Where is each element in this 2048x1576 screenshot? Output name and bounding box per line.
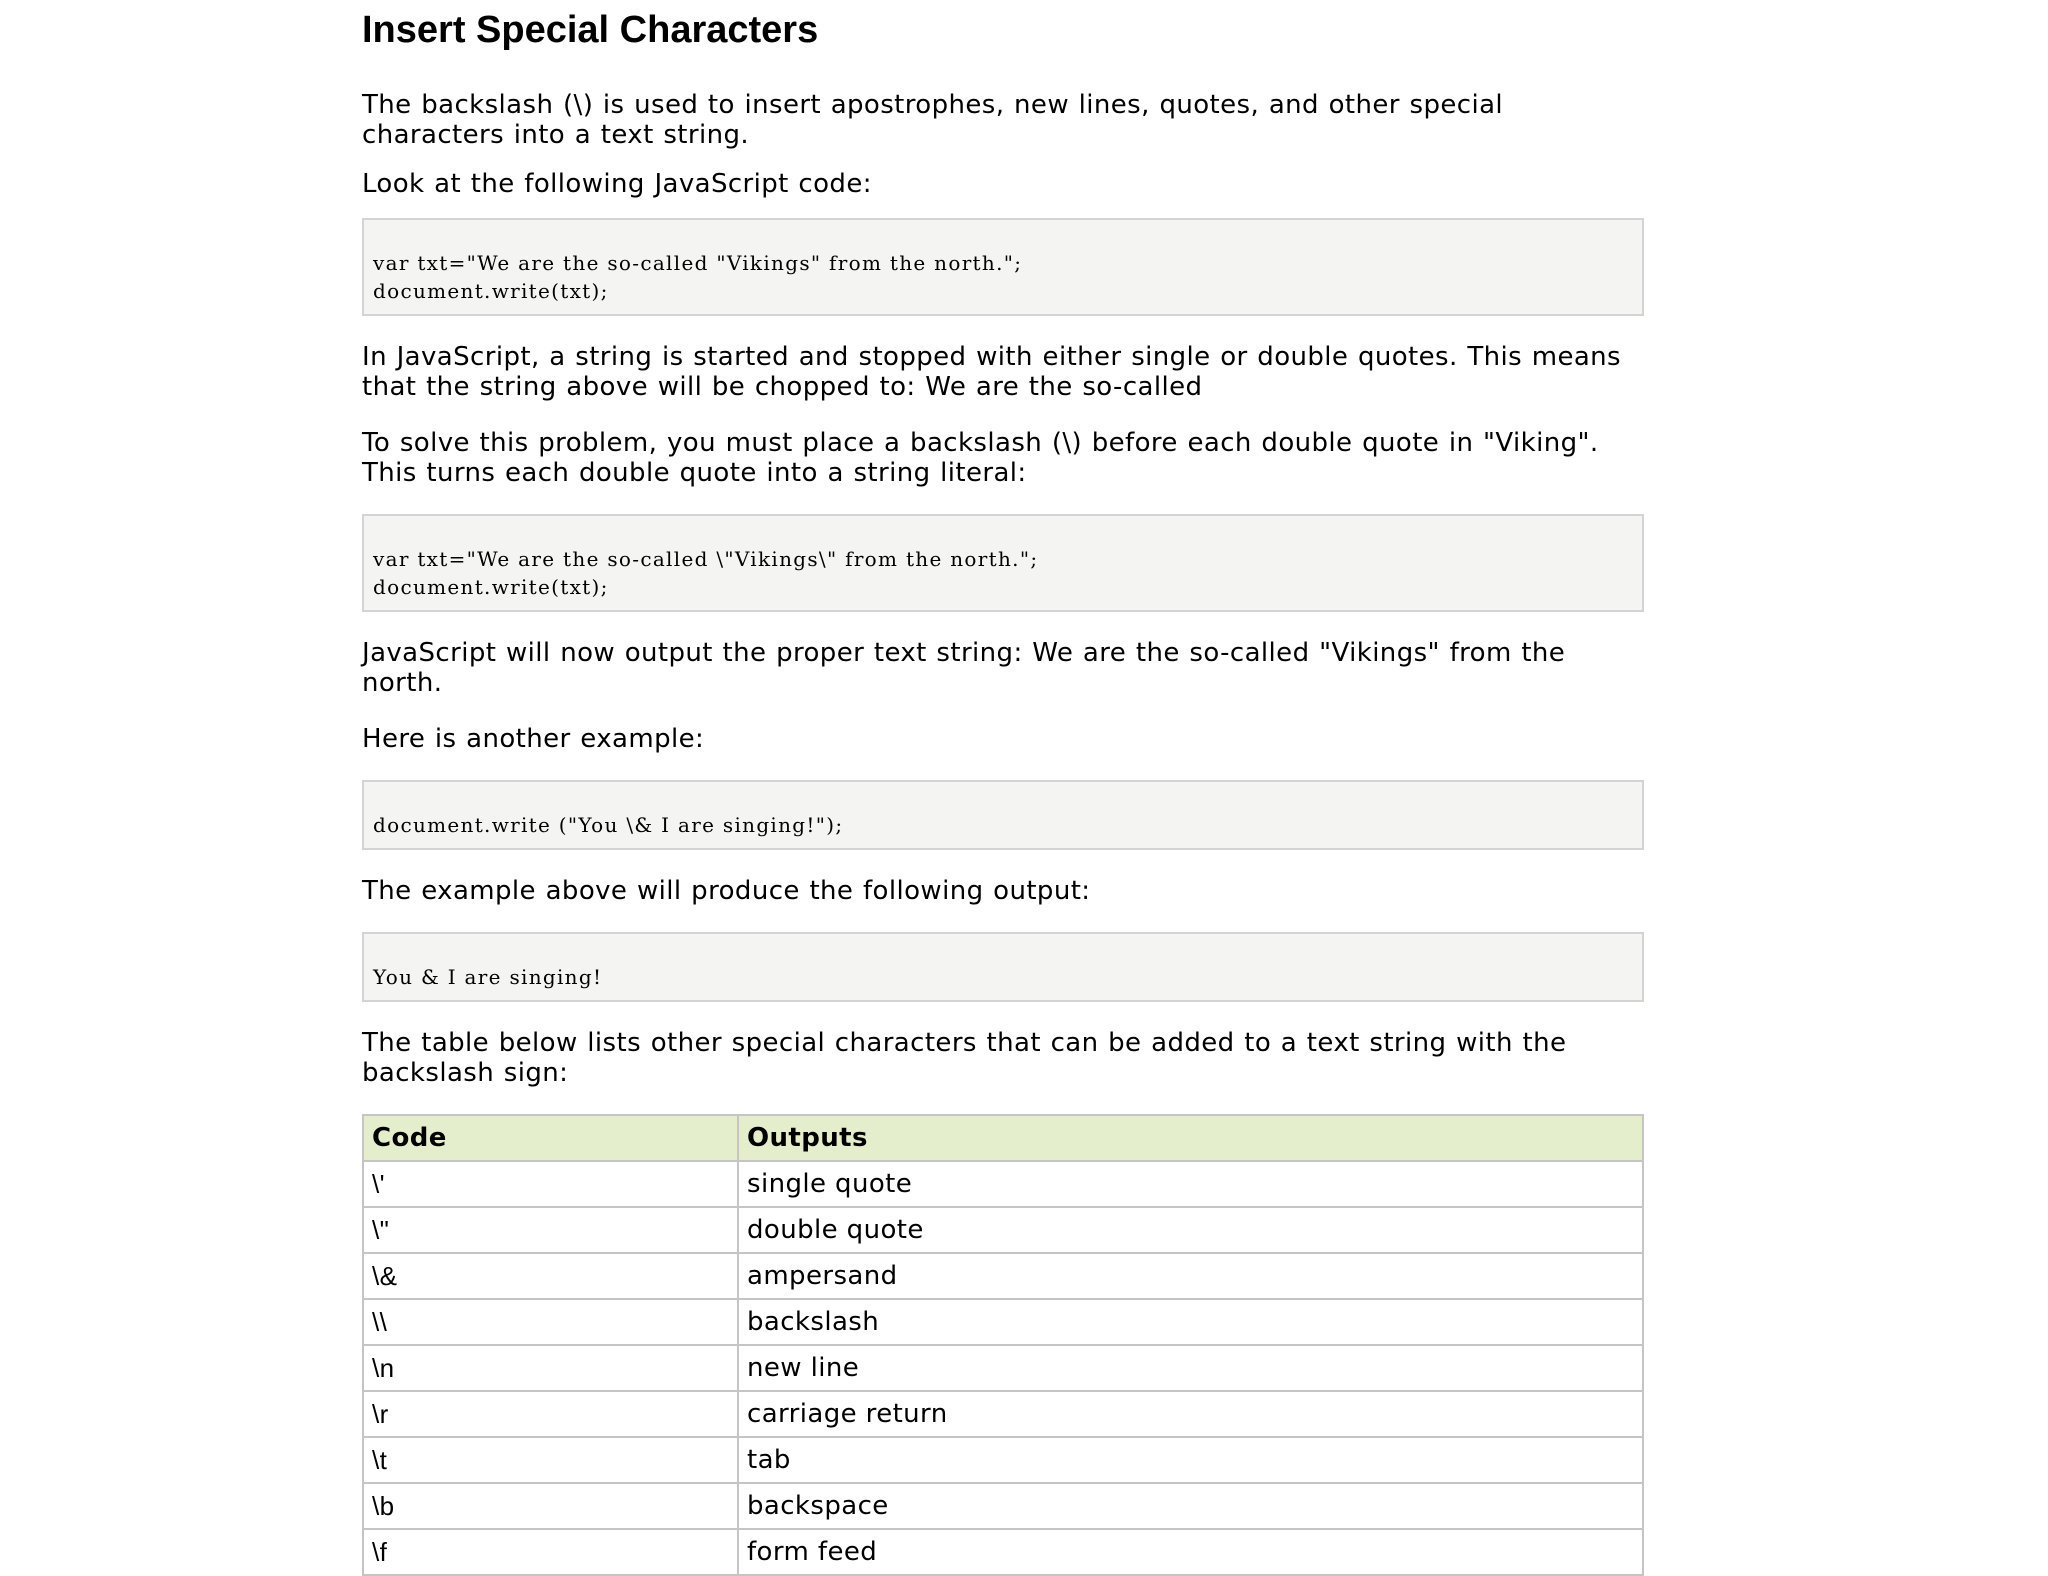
page-title: Insert Special Characters bbox=[362, 9, 819, 51]
code-cell: \\ bbox=[363, 1299, 738, 1345]
code-cell: \t bbox=[363, 1437, 738, 1483]
table-row bbox=[363, 1345, 1643, 1391]
output-cell: double quote bbox=[738, 1207, 1643, 1253]
intro-paragraph: The backslash (\) is used to insert apostrophes, new lines, quotes, and other special characters into a text string. bbox=[362, 90, 1504, 150]
table-row bbox=[363, 1437, 1643, 1483]
output-paragraph: JavaScript will now output the proper text string: We are the so-called "Vikings" from the north. bbox=[362, 638, 1566, 698]
code-cell: \& bbox=[363, 1253, 738, 1299]
code-example-1[interactable] bbox=[362, 218, 1644, 316]
explain-paragraph: In JavaScript, a string is started and stopped with either single or double quotes. This means that the string above will be chopped to: We are the so-called bbox=[362, 342, 1621, 402]
solve-paragraph: To solve this problem, you must place a backslash (\) before each double quote in "Viking". This turns each double quote into a string literal: bbox=[362, 428, 1599, 488]
output-cell: single quote bbox=[738, 1161, 1643, 1207]
code-cell: \r bbox=[363, 1391, 738, 1437]
output-example[interactable] bbox=[362, 932, 1644, 1002]
header-outputs: Outputs bbox=[738, 1115, 1643, 1161]
table-row bbox=[363, 1299, 1643, 1345]
code-line: document.write ("You \& I are singing!"); bbox=[373, 813, 844, 837]
output-cell: new line bbox=[738, 1345, 1643, 1391]
another-example-paragraph: Here is another example: bbox=[362, 724, 705, 754]
code-example-2[interactable] bbox=[362, 514, 1644, 612]
special-characters-table bbox=[362, 1114, 1644, 1576]
table-row bbox=[363, 1253, 1643, 1299]
output-cell: tab bbox=[738, 1437, 1643, 1483]
code-cell: \f bbox=[363, 1529, 738, 1575]
code-cell: \b bbox=[363, 1483, 738, 1529]
code-example-3[interactable] bbox=[362, 780, 1644, 850]
code-line: var txt="We are the so-called "Vikings" from the north."; bbox=[373, 251, 1023, 275]
article-content bbox=[362, 0, 1644, 1576]
header-code: Code bbox=[363, 1115, 738, 1161]
table-row bbox=[363, 1161, 1643, 1207]
code-line: var txt="We are the so-called \"Vikings\" from the north."; bbox=[373, 547, 1039, 571]
code-line: document.write(txt); bbox=[373, 279, 609, 303]
output-cell: backslash bbox=[738, 1299, 1643, 1345]
code-line: document.write(txt); bbox=[373, 575, 609, 599]
table-row bbox=[363, 1483, 1643, 1529]
output-cell: form feed bbox=[738, 1529, 1643, 1575]
table-row bbox=[363, 1207, 1643, 1253]
code-line: You & I are singing! bbox=[373, 965, 603, 989]
output-cell: backspace bbox=[738, 1483, 1643, 1529]
look-at-paragraph: Look at the following JavaScript code: bbox=[362, 169, 872, 199]
table-row bbox=[363, 1391, 1643, 1437]
table-header-row bbox=[363, 1115, 1643, 1161]
output-cell: ampersand bbox=[738, 1253, 1643, 1299]
code-cell: \n bbox=[363, 1345, 738, 1391]
table-intro-paragraph: The table below lists other special characters that can be added to a text string with the backslash sign: bbox=[362, 1028, 1567, 1088]
code-cell: \' bbox=[363, 1161, 738, 1207]
code-cell: \" bbox=[363, 1207, 738, 1253]
produce-paragraph: The example above will produce the following output: bbox=[362, 876, 1091, 906]
output-cell: carriage return bbox=[738, 1391, 1643, 1437]
